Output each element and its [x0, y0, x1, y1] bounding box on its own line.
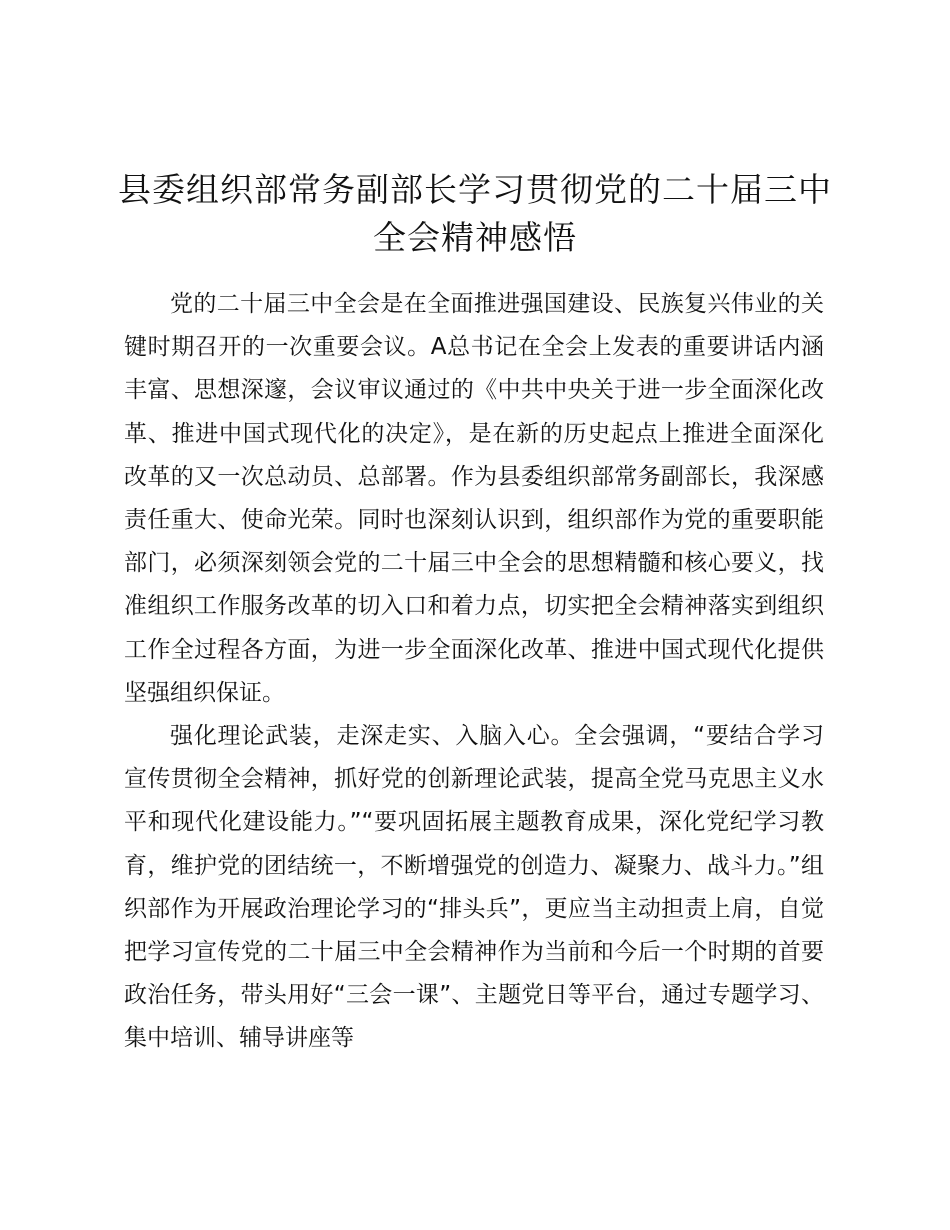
paragraph: 党的二十届三中全会是在全面推进强国建设、民族复兴伟业的关键时期召开的一次重要会议。A总书记在全会上发表的重要讲话内涵丰富、思想深邃，会议审议通过的《中共中央关于进一步全面深化改革、推进中国式现代化的决定》，是在新的历史起点上推进全面深化改革的又一次总动员、总部署。作为县委组织部常务副部长，我深感责任重大、使命光荣。同时也深刻认识到，组织部作为党的重要职能部门，必须深刻领会党的二十届三中全会的思想精髓和核心要义，找准组织工作服务改革的切入口和着力点，切实把全会精神落实到组织工作全过程各方面，为进一步全面深化改革、推进中国式现代化提供坚强组织保证。	[124, 291, 824, 706]
paragraph: 强化理论武装，走深走实、入脑入心。全会强调，“要结合学习宣传贯彻全会精神，抓好党的创新理论武装，提高全党马克思主义水平和现代化建设能力。”“要巩固拓展主题教育成果，深化党纪学习教育，维护党的团结统一，不断增强党的创造力、凝聚力、战斗力。”组织部作为开展政治理论学习的“排头兵”，更应当主动担责上肩，自觉把学习宣传党的二十届三中全会精神作为当前和今后一个时期的首要政治任务，带头用好“三会一课”、主题党日等平台，通过专题学习、集中培训、辅导讲座等	[124, 723, 824, 1052]
document-title: 县委组织部常务副部长学习贯彻党的二十届三中全会精神感悟	[118, 170, 832, 257]
document-body	[124, 283, 824, 1061]
